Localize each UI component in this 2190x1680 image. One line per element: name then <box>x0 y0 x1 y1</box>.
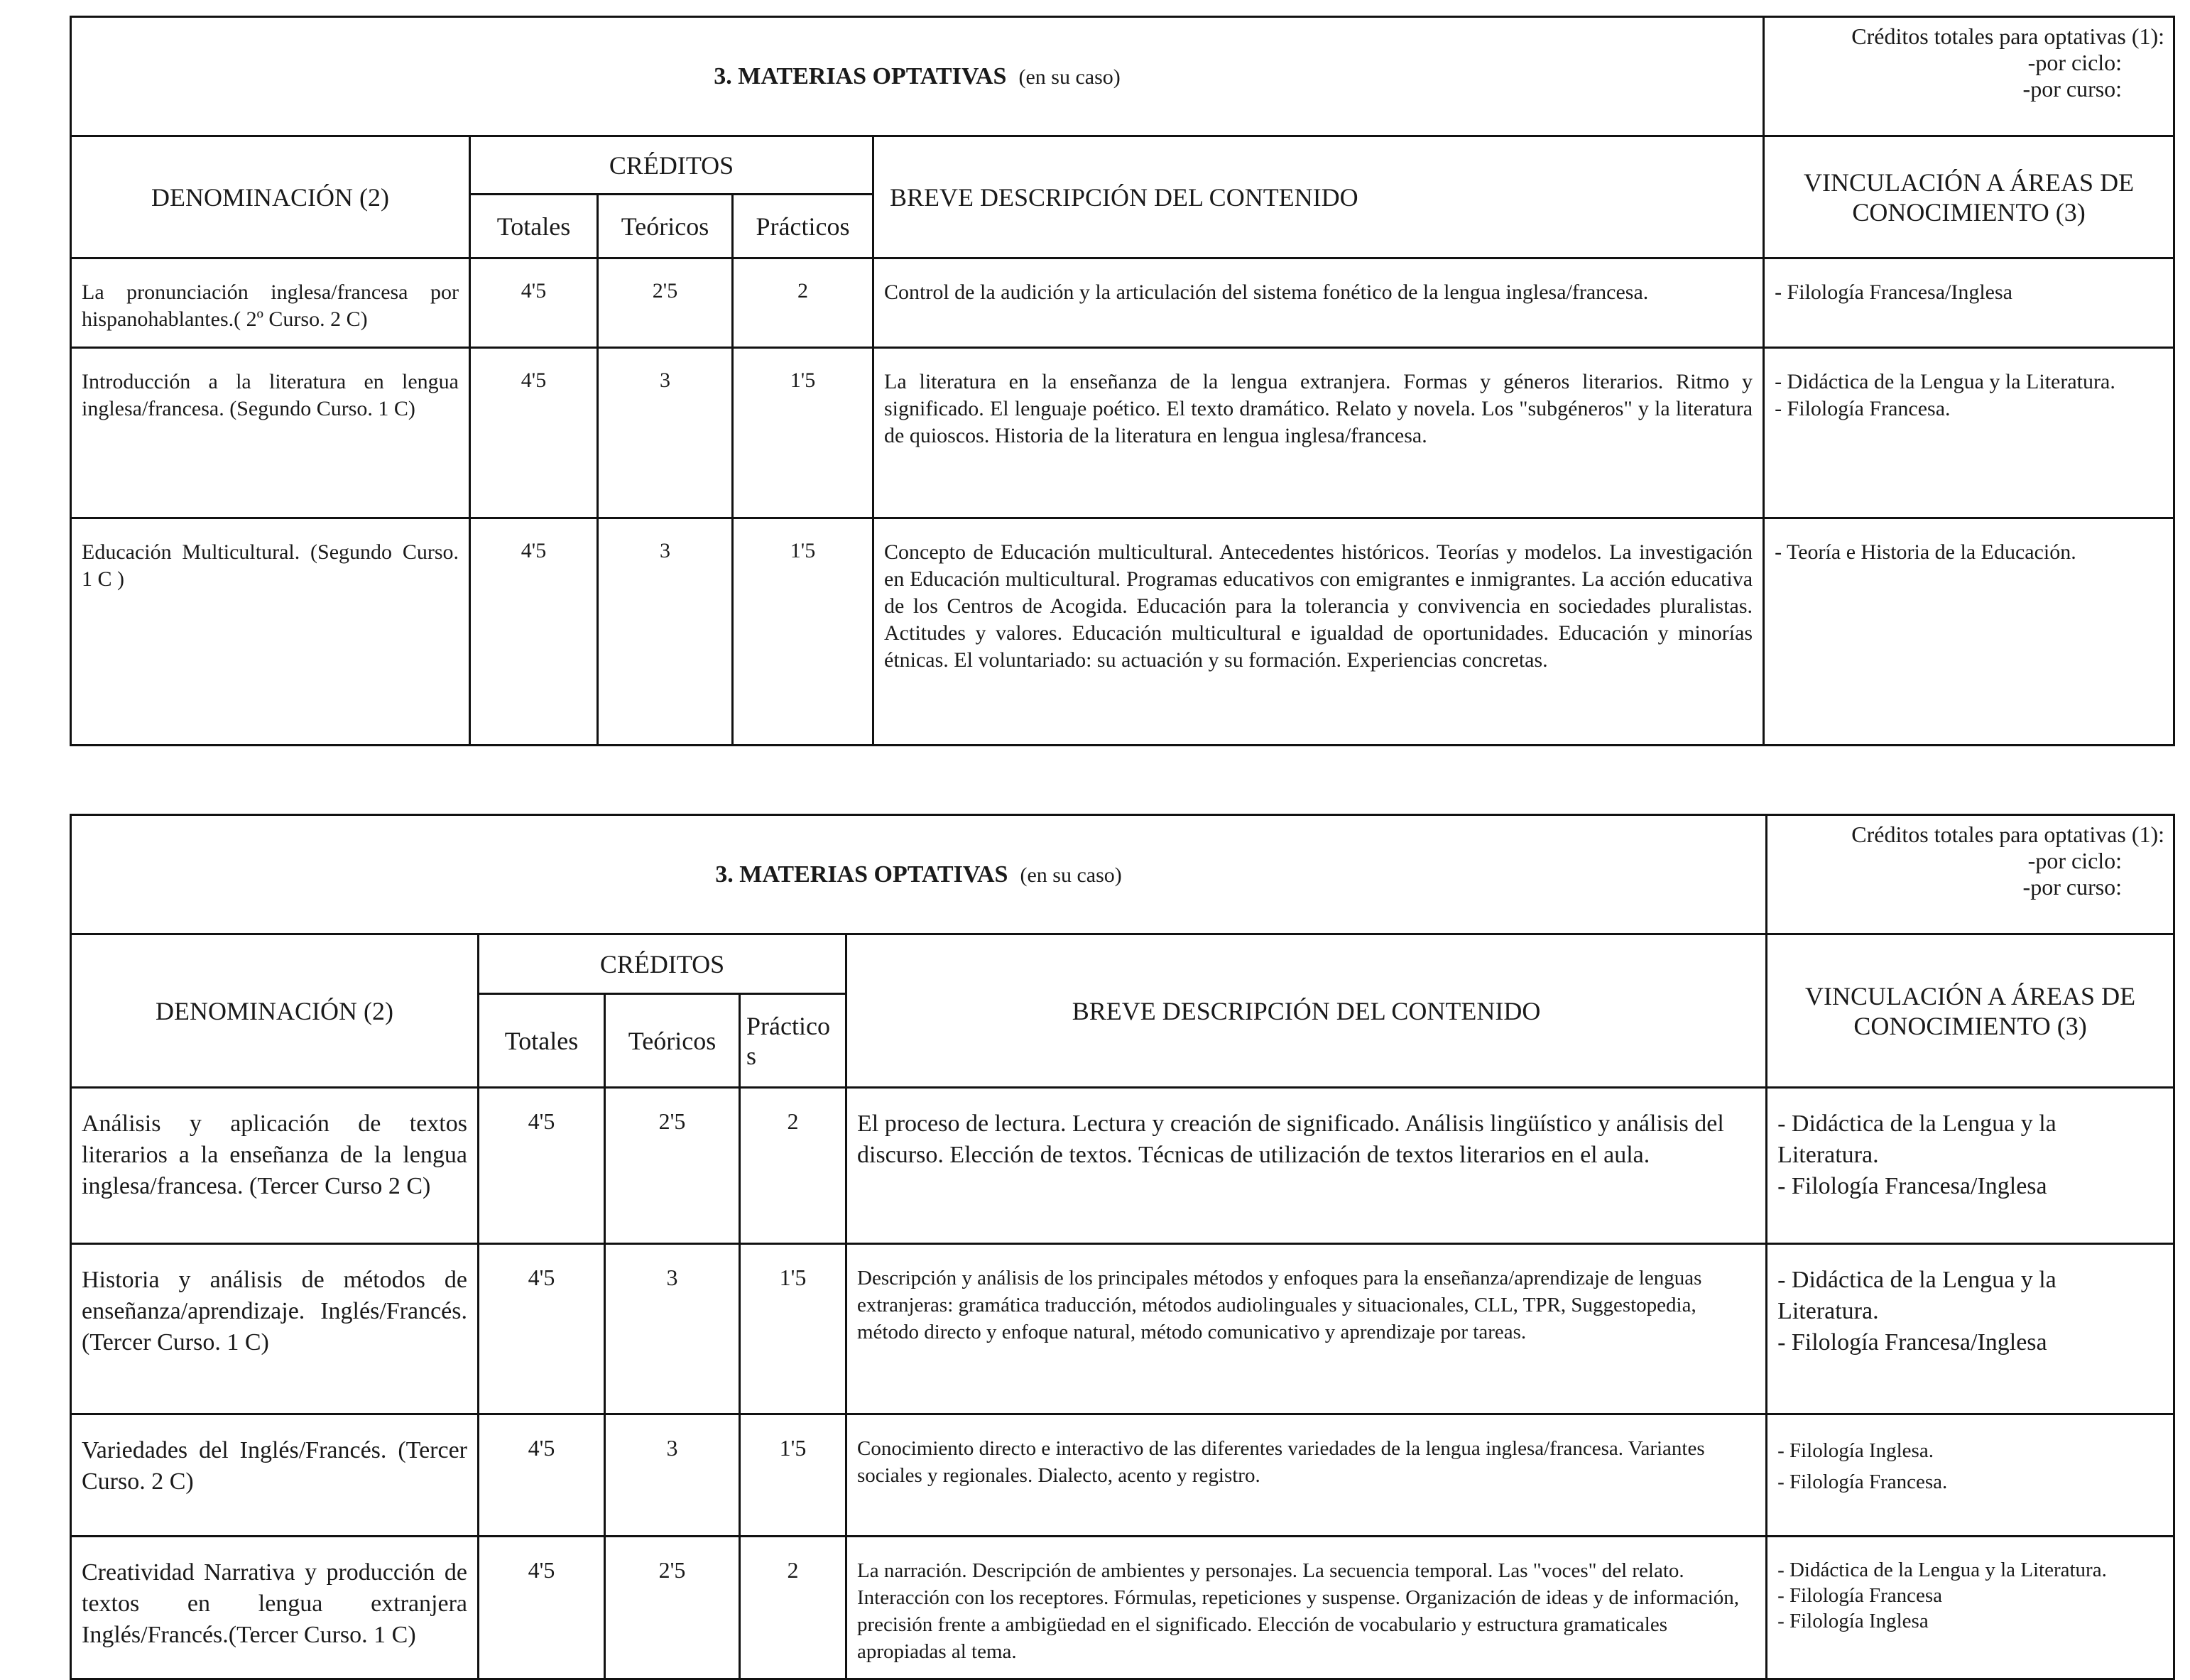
col-vinculacion: VINCULACIÓN A ÁREAS DE CONOCIMIENTO (3) <box>1764 136 2174 258</box>
area-item: - Didáctica de la Lengua y la Literatura. <box>1777 1111 2056 1168</box>
credits-por-curso: -por curso: <box>2022 874 2123 900</box>
row-descripcion: Concepto de Educación multicultural. Antecedentes históricos. Teorías y modelos. La investigación en Educación multicultural. Programas educativos con emigrantes e inmigrantes. La acción educativa de los Centros de Acogida. Educación para la tolerancia y convivencia en sociedades pluralistas. Actitudes y valores. Educación multicultural e igualdad de oportunidades. Educación y minorías étnicas. El voluntariado: su actuación y su formación. Experiencias concretas. <box>873 518 1764 746</box>
table-row <box>71 1244 2174 1414</box>
area-item: - Filología Inglesa <box>1777 1610 1929 1632</box>
credits-por-ciclo: -por ciclo: <box>2027 848 2123 873</box>
row-teoricos: 3 <box>605 1244 740 1414</box>
area-item: - Filología Francesa/Inglesa <box>1777 1173 2047 1199</box>
section-title <box>71 17 1764 136</box>
col-teoricos: Teóricos <box>598 195 733 258</box>
row-teoricos: 2'5 <box>598 258 733 348</box>
row-totales: 4'5 <box>479 1414 605 1537</box>
table-row <box>71 1414 2174 1537</box>
col-creditos: CRÉDITOS <box>479 934 846 994</box>
row-denominacion: Análisis y aplicación de textos literarios a la enseñanza de la lengua inglesa/francesa. (Tercer Curso 2 C) <box>71 1088 479 1244</box>
credits-por-ciclo: -por ciclo: <box>2027 50 2123 75</box>
row-practicos: 2 <box>733 258 873 348</box>
row-areas <box>1767 1088 2174 1244</box>
row-areas <box>1764 518 2174 746</box>
row-teoricos: 2'5 <box>605 1537 740 1679</box>
row-descripcion: La narración. Descripción de ambientes y personajes. La secuencia temporal. Las "voces" del relato. Interacción con los receptores. Fórmulas, repeticiones y suspense. Organización de ideas y de información, precisión frente a ambigüedad en el significado. Elección de vocabulario y estructura gramaticales apropiadas al tema. <box>846 1537 1767 1679</box>
col-practicos: Prácticos <box>733 195 873 258</box>
credits-total-label: Créditos totales para optativas (1): <box>1851 822 2165 847</box>
section-title <box>71 815 1767 934</box>
table-row <box>71 1537 2174 1679</box>
area-item: - Didáctica de la Lengua y la Literatura. <box>1775 370 2115 393</box>
row-totales: 4'5 <box>479 1537 605 1679</box>
section-title-suffix: (en su caso) <box>1020 863 1122 887</box>
row-areas <box>1767 1414 2174 1537</box>
row-descripcion: La literatura en la enseñanza de la lengua extranjera. Formas y géneros literarios. Ritmo y significado. El lenguaje poético. El texto dramático. Relato y novela. Los "subgéneros" y la literatura de quioscos. Historia de la literatura en lengua inglesa/francesa. <box>873 348 1764 518</box>
credits-total-label: Créditos totales para optativas (1): <box>1851 23 2165 49</box>
col-practicos: Práctico s <box>740 994 846 1088</box>
area-item: - Filología Francesa/Inglesa <box>1775 280 2012 304</box>
row-areas <box>1767 1244 2174 1414</box>
col-denominacion: DENOMINACIÓN (2) <box>71 934 479 1088</box>
row-teoricos: 2'5 <box>605 1088 740 1244</box>
row-totales: 4'5 <box>479 1244 605 1414</box>
row-descripcion: El proceso de lectura. Lectura y creación de significado. Análisis lingüístico y análisis del discurso. Elección de textos. Técnicas de utilización de textos literarios en el aula. <box>846 1088 1767 1244</box>
section-title-suffix: (en su caso) <box>1018 65 1121 89</box>
row-denominacion: Educación Multicultural. (Segundo Curso. 1 C ) <box>71 518 470 746</box>
area-item: - Filología Francesa. <box>1775 397 1951 420</box>
optativas-table-1 <box>70 16 2175 746</box>
area-item: - Filología Francesa <box>1777 1584 1943 1607</box>
row-totales: 4'5 <box>470 258 598 348</box>
col-totales: Totales <box>470 195 598 258</box>
row-totales: 4'5 <box>470 348 598 518</box>
area-item: - Teoría e Historia de la Educación. <box>1775 540 2076 564</box>
row-practicos: 1'5 <box>740 1414 846 1537</box>
area-item: - Filología Francesa. <box>1777 1471 1948 1493</box>
row-totales: 4'5 <box>479 1088 605 1244</box>
area-item: - Filología Inglesa. <box>1777 1439 1934 1462</box>
row-denominacion: La pronunciación inglesa/francesa por hispanohablantes.( 2º Curso. 2 C) <box>71 258 470 348</box>
area-item: - Didáctica de la Lengua y la Literatura. <box>1777 1559 2107 1581</box>
row-denominacion: Introducción a la literatura en lengua inglesa/francesa. (Segundo Curso. 1 C) <box>71 348 470 518</box>
row-practicos: 2 <box>740 1537 846 1679</box>
row-practicos: 1'5 <box>740 1244 846 1414</box>
table-row <box>71 518 2174 746</box>
table-row <box>71 348 2174 518</box>
row-denominacion: Variedades del Inglés/Francés. (Tercer Curso. 2 C) <box>71 1414 479 1537</box>
area-item: - Filología Francesa/Inglesa <box>1777 1329 2047 1356</box>
row-totales: 4'5 <box>470 518 598 746</box>
row-teoricos: 3 <box>605 1414 740 1537</box>
row-practicos: 1'5 <box>733 348 873 518</box>
row-practicos: 1'5 <box>733 518 873 746</box>
col-denominacion: DENOMINACIÓN (2) <box>71 136 470 258</box>
col-teoricos: Teóricos <box>605 994 740 1088</box>
col-descripcion: BREVE DESCRIPCIÓN DEL CONTENIDO <box>873 136 1764 258</box>
row-areas <box>1764 348 2174 518</box>
area-item: - Didáctica de la Lengua y la Literatura. <box>1777 1267 2056 1324</box>
col-totales: Totales <box>479 994 605 1088</box>
section-title-text: 3. MATERIAS OPTATIVAS <box>714 62 1007 89</box>
row-denominacion: Creatividad Narrativa y producción de textos en lengua extranjera Inglés/Francés.(Tercer Curso. 1 C) <box>71 1537 479 1679</box>
row-practicos: 2 <box>740 1088 846 1244</box>
credits-por-curso: -por curso: <box>2022 76 2123 102</box>
row-areas <box>1767 1537 2174 1679</box>
col-descripcion: BREVE DESCRIPCIÓN DEL CONTENIDO <box>846 934 1767 1088</box>
table-row <box>71 1088 2174 1244</box>
row-areas <box>1764 258 2174 348</box>
optativas-table-2 <box>70 814 2175 1680</box>
row-teoricos: 3 <box>598 348 733 518</box>
section-title-text: 3. MATERIAS OPTATIVAS <box>715 861 1008 888</box>
row-denominacion: Historia y análisis de métodos de enseñanza/aprendizaje. Inglés/Francés. (Tercer Curso. 1 C) <box>71 1244 479 1414</box>
row-descripcion: Control de la audición y la articulación del sistema fonético de la lengua inglesa/francesa. <box>873 258 1764 348</box>
col-creditos: CRÉDITOS <box>470 136 873 195</box>
row-descripcion: Descripción y análisis de los principales métodos y enfoques para la enseñanza/aprendizaje de lenguas extranjeras: gramática traducción, métodos audiolinguales y situacionales, CLL, TPR, Suggestopedia, método directo y enfoque natural, método comunicativo y aprendizaje por tareas. <box>846 1244 1767 1414</box>
row-descripcion: Conocimiento directo e interactivo de las diferentes variedades de la lengua inglesa/francesa. Variantes sociales y regionales. Dialecto, acento y registro. <box>846 1414 1767 1537</box>
col-vinculacion: VINCULACIÓN A ÁREAS DE CONOCIMIENTO (3) <box>1767 934 2174 1088</box>
row-teoricos: 3 <box>598 518 733 746</box>
credits-summary <box>1764 17 2174 136</box>
table-row <box>71 258 2174 348</box>
credits-summary <box>1767 815 2174 934</box>
